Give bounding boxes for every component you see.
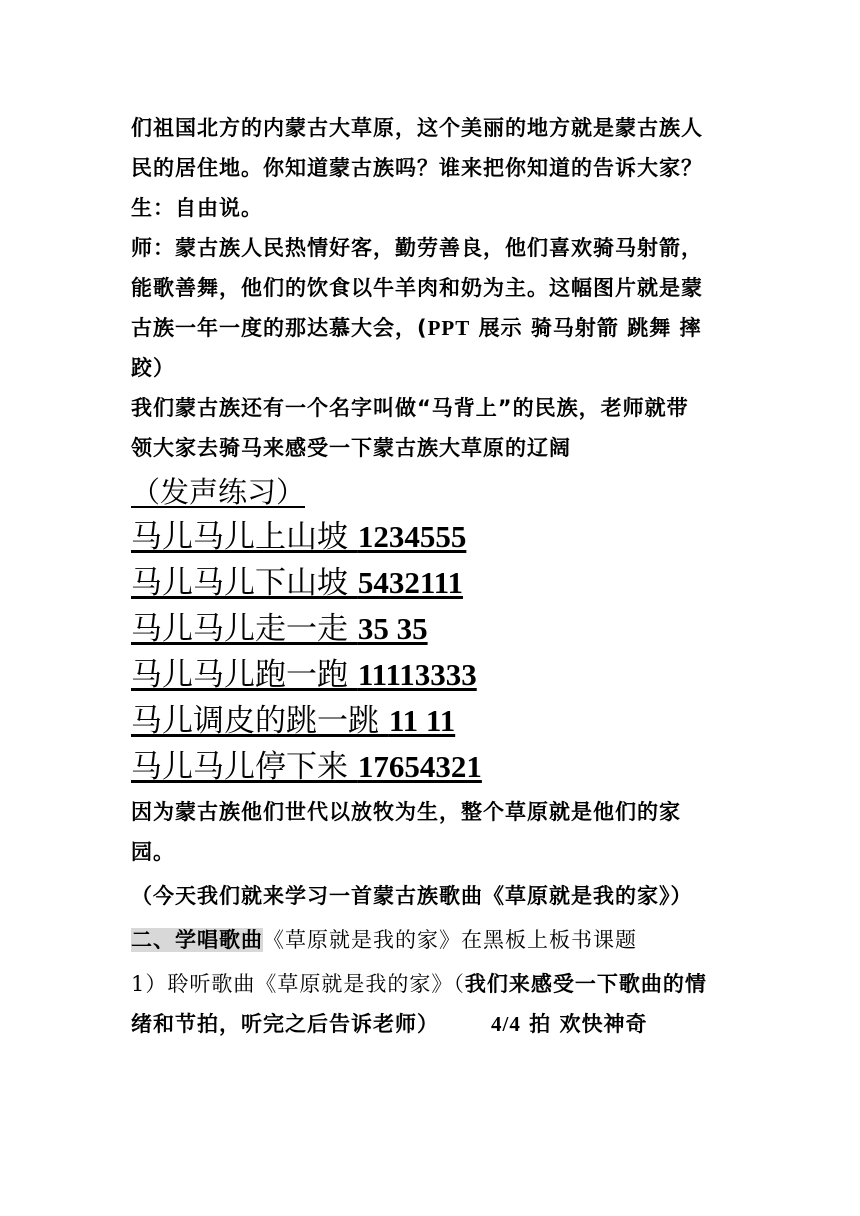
ppt-label: PPT xyxy=(427,316,471,340)
paragraph-line: 我们蒙古族还有一个名字叫做“马背上”的民族，老师就带 xyxy=(131,396,689,420)
teacher-line: 能歌善舞，他们的饮食以牛羊肉和奶为主。这幅图片就是蒙 xyxy=(131,276,703,300)
intro-line: （今天我们就来学习一首蒙古族歌曲《草原就是我的家》） xyxy=(131,884,693,908)
teacher-line: 跤） xyxy=(131,356,175,380)
practice-line xyxy=(131,514,743,560)
student-response: 生：自由说。 xyxy=(131,196,263,220)
section-title: 《草原就是我的家》在黑板上板书课题 xyxy=(263,928,637,952)
practice-lyric: 马儿马儿停下来 xyxy=(131,749,358,785)
paragraph-line: 领大家去骑马来感受一下蒙古族大草原的辽阔 xyxy=(131,436,571,460)
practice-line xyxy=(131,652,743,698)
paragraph-line: 因为蒙古族他们世代以放牧为生，整个草原就是他们的家 xyxy=(131,800,681,824)
paragraph-line: 民的居住地。你知道蒙古族吗？谁来把你知道的告诉大家？ xyxy=(131,156,703,180)
practice-line xyxy=(131,698,743,744)
practice-line xyxy=(131,744,743,790)
paragraph-line: 们祖国北方的内蒙古大草原，这个美丽的地方就是蒙古族人 xyxy=(131,116,703,140)
section-label: 二、学唱歌曲 xyxy=(131,928,263,952)
step-text-bold: 绪和节拍，听完之后告诉老师） xyxy=(131,1012,439,1036)
practice-notes: 5432111 xyxy=(357,565,463,600)
step-line xyxy=(131,1006,743,1042)
practice-line xyxy=(131,560,743,606)
teacher-line: 师：蒙古族人民热情好客，勤劳善良，他们喜欢骑马射箭， xyxy=(131,236,703,260)
practice-notes: 1234555 xyxy=(357,519,467,554)
meter-value: 4/4 xyxy=(491,1012,521,1036)
teacher-line-text: 古族一年一度的那达慕大会，( xyxy=(131,316,428,340)
paragraph-line: 园。 xyxy=(131,840,175,864)
practice-lyric: 马儿马儿跑一跑 xyxy=(131,657,358,693)
step-text-bold: 我们来感受一下歌曲的情 xyxy=(464,972,707,996)
step-line xyxy=(131,966,743,1002)
practice-lyric: 马儿马儿上山坡 xyxy=(131,519,358,555)
practice-lyric: 马儿马儿下山坡 xyxy=(131,565,358,601)
section-heading xyxy=(131,922,743,958)
practice-notes: 35 35 xyxy=(357,611,428,646)
practice-heading: （发声练习） xyxy=(131,475,306,509)
practice-lyric: 马儿马儿走一走 xyxy=(131,611,358,647)
step-text-bold: 拍 欢快神奇 xyxy=(520,1012,648,1036)
practice-notes: 11 11 xyxy=(388,703,456,738)
practice-lyric: 马儿调皮的跳一跳 xyxy=(131,703,389,739)
teacher-line-text: 展示 骑马射箭 跳舞 摔 xyxy=(470,316,702,340)
document-body xyxy=(131,110,743,1042)
teacher-line xyxy=(131,310,743,346)
practice-line xyxy=(131,606,743,652)
practice-notes: 11113333 xyxy=(357,657,477,692)
step-text: 1）聆听歌曲《草原就是我的家》（ xyxy=(131,972,465,996)
practice-notes: 17654321 xyxy=(357,749,482,784)
